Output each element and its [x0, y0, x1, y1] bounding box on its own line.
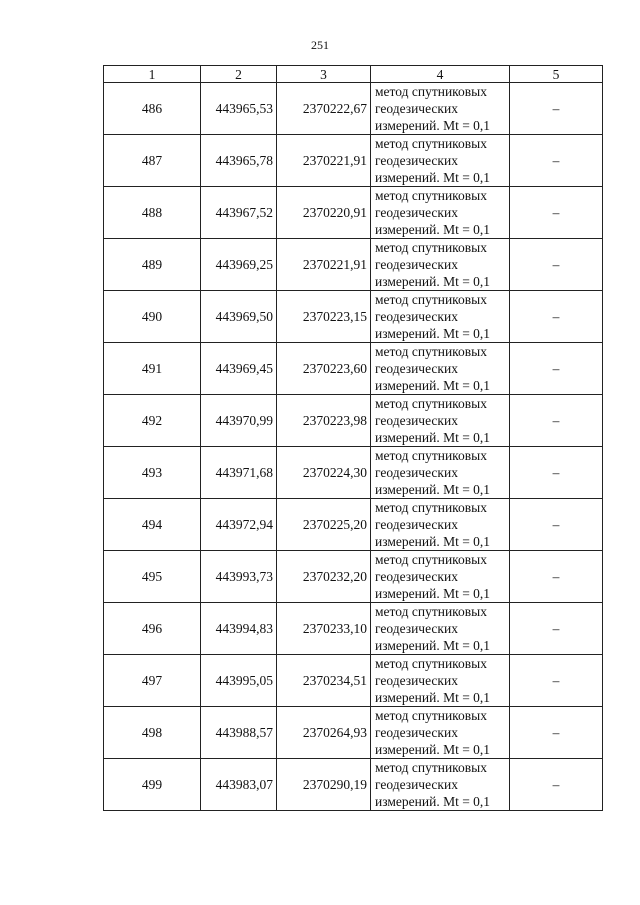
table-row: [104, 551, 603, 603]
method-cell: [371, 83, 510, 135]
x-coordinate-cell: 443969,25: [201, 239, 277, 291]
table-row: [104, 759, 603, 811]
point-number-cell: 496: [104, 603, 201, 655]
x-coordinate-cell: 443965,78: [201, 135, 277, 187]
method-text-line: геодезических: [375, 309, 458, 324]
method-cell: [371, 291, 510, 343]
method-text-line: измерений. Mt = 0,1: [375, 742, 491, 757]
point-number-cell: 490: [104, 291, 201, 343]
method-cell: [371, 395, 510, 447]
page-number: 251: [311, 38, 329, 52]
point-number-cell: 489: [104, 239, 201, 291]
point-number-cell: 486: [104, 83, 201, 135]
method-text-line: измерений. Mt = 0,1: [375, 430, 491, 445]
point-number-cell: 491: [104, 343, 201, 395]
point-number-cell: 499: [104, 759, 201, 811]
method-text-line: метод спутниковых: [375, 396, 487, 411]
table-row: [104, 655, 603, 707]
method-text-line: геодезических: [375, 621, 458, 636]
note-cell: –: [510, 655, 603, 707]
table-row: [104, 135, 603, 187]
table-row: [104, 291, 603, 343]
note-cell: –: [510, 707, 603, 759]
note-cell: –: [510, 343, 603, 395]
x-coordinate-cell: 443965,53: [201, 83, 277, 135]
table-body: [104, 83, 603, 811]
y-coordinate-cell: 2370234,51: [277, 655, 371, 707]
x-coordinate-cell: 443969,50: [201, 291, 277, 343]
note-cell: –: [510, 135, 603, 187]
method-text-line: метод спутниковых: [375, 344, 487, 359]
method-text-line: геодезических: [375, 673, 458, 688]
method-text-line: измерений. Mt = 0,1: [375, 274, 491, 289]
method-text-line: измерений. Mt = 0,1: [375, 638, 491, 653]
method-text-line: метод спутниковых: [375, 708, 487, 723]
note-cell: –: [510, 447, 603, 499]
method-text-line: измерений. Mt = 0,1: [375, 586, 491, 601]
method-cell: [371, 707, 510, 759]
y-coordinate-cell: 2370232,20: [277, 551, 371, 603]
y-coordinate-cell: 2370222,67: [277, 83, 371, 135]
x-coordinate-cell: 443970,99: [201, 395, 277, 447]
method-cell: [371, 343, 510, 395]
method-text-line: измерений. Mt = 0,1: [375, 690, 491, 705]
point-number-cell: 497: [104, 655, 201, 707]
x-coordinate-cell: 443971,68: [201, 447, 277, 499]
method-text-line: геодезических: [375, 205, 458, 220]
method-text-line: измерений. Mt = 0,1: [375, 482, 491, 497]
note-cell: –: [510, 499, 603, 551]
header-col-5: 5: [510, 66, 603, 83]
method-text-line: метод спутниковых: [375, 656, 487, 671]
point-number-cell: 492: [104, 395, 201, 447]
method-text-line: метод спутниковых: [375, 240, 487, 255]
point-number-cell: 488: [104, 187, 201, 239]
method-text-line: метод спутниковых: [375, 136, 487, 151]
note-cell: –: [510, 291, 603, 343]
y-coordinate-cell: 2370223,98: [277, 395, 371, 447]
method-text-line: геодезических: [375, 413, 458, 428]
method-text-line: метод спутниковых: [375, 448, 487, 463]
note-cell: –: [510, 551, 603, 603]
table-header: [104, 66, 603, 83]
method-text-line: измерений. Mt = 0,1: [375, 794, 491, 809]
method-text-line: измерений. Mt = 0,1: [375, 378, 491, 393]
point-number-cell: 487: [104, 135, 201, 187]
y-coordinate-cell: 2370221,91: [277, 239, 371, 291]
method-text-line: геодезических: [375, 777, 458, 792]
y-coordinate-cell: 2370224,30: [277, 447, 371, 499]
x-coordinate-cell: 443993,73: [201, 551, 277, 603]
method-text-line: метод спутниковых: [375, 552, 487, 567]
method-text-line: метод спутниковых: [375, 292, 487, 307]
y-coordinate-cell: 2370290,19: [277, 759, 371, 811]
method-text-line: геодезических: [375, 101, 458, 116]
y-coordinate-cell: 2370220,91: [277, 187, 371, 239]
point-number-cell: 493: [104, 447, 201, 499]
method-cell: [371, 447, 510, 499]
method-text-line: измерений. Mt = 0,1: [375, 170, 491, 185]
method-text-line: измерений. Mt = 0,1: [375, 326, 491, 341]
header-col-3: 3: [277, 66, 371, 83]
method-cell: [371, 551, 510, 603]
table-row: [104, 499, 603, 551]
table-row: [104, 707, 603, 759]
coordinates-table: [103, 65, 603, 811]
method-text-line: метод спутниковых: [375, 188, 487, 203]
method-text-line: метод спутниковых: [375, 500, 487, 515]
method-cell: [371, 603, 510, 655]
header-col-2: 2: [201, 66, 277, 83]
method-text-line: измерений. Mt = 0,1: [375, 118, 491, 133]
point-number-cell: 494: [104, 499, 201, 551]
method-text-line: геодезических: [375, 517, 458, 532]
method-cell: [371, 499, 510, 551]
table-row: [104, 447, 603, 499]
method-text-line: геодезических: [375, 569, 458, 584]
x-coordinate-cell: 443995,05: [201, 655, 277, 707]
method-text-line: измерений. Mt = 0,1: [375, 222, 491, 237]
x-coordinate-cell: 443988,57: [201, 707, 277, 759]
method-text-line: геодезических: [375, 361, 458, 376]
y-coordinate-cell: 2370221,91: [277, 135, 371, 187]
method-cell: [371, 239, 510, 291]
y-coordinate-cell: 2370223,60: [277, 343, 371, 395]
header-col-4: 4: [371, 66, 510, 83]
note-cell: –: [510, 759, 603, 811]
note-cell: –: [510, 187, 603, 239]
method-text-line: геодезических: [375, 465, 458, 480]
x-coordinate-cell: 443983,07: [201, 759, 277, 811]
method-text-line: метод спутниковых: [375, 604, 487, 619]
note-cell: –: [510, 395, 603, 447]
header-row: [104, 66, 603, 83]
x-coordinate-cell: 443967,52: [201, 187, 277, 239]
method-cell: [371, 187, 510, 239]
x-coordinate-cell: 443994,83: [201, 603, 277, 655]
y-coordinate-cell: 2370264,93: [277, 707, 371, 759]
table-row: [104, 343, 603, 395]
table-row: [104, 239, 603, 291]
note-cell: –: [510, 83, 603, 135]
y-coordinate-cell: 2370233,10: [277, 603, 371, 655]
method-text-line: метод спутниковых: [375, 84, 487, 99]
note-cell: –: [510, 239, 603, 291]
method-text-line: измерений. Mt = 0,1: [375, 534, 491, 549]
x-coordinate-cell: 443972,94: [201, 499, 277, 551]
method-text-line: метод спутниковых: [375, 760, 487, 775]
table-row: [104, 83, 603, 135]
note-cell: –: [510, 603, 603, 655]
table-row: [104, 395, 603, 447]
header-col-1: 1: [104, 66, 201, 83]
y-coordinate-cell: 2370225,20: [277, 499, 371, 551]
point-number-cell: 498: [104, 707, 201, 759]
method-cell: [371, 135, 510, 187]
table-row: [104, 187, 603, 239]
method-cell: [371, 655, 510, 707]
method-text-line: геодезических: [375, 257, 458, 272]
y-coordinate-cell: 2370223,15: [277, 291, 371, 343]
table-row: [104, 603, 603, 655]
method-cell: [371, 759, 510, 811]
method-text-line: геодезических: [375, 725, 458, 740]
x-coordinate-cell: 443969,45: [201, 343, 277, 395]
point-number-cell: 495: [104, 551, 201, 603]
method-text-line: геодезических: [375, 153, 458, 168]
